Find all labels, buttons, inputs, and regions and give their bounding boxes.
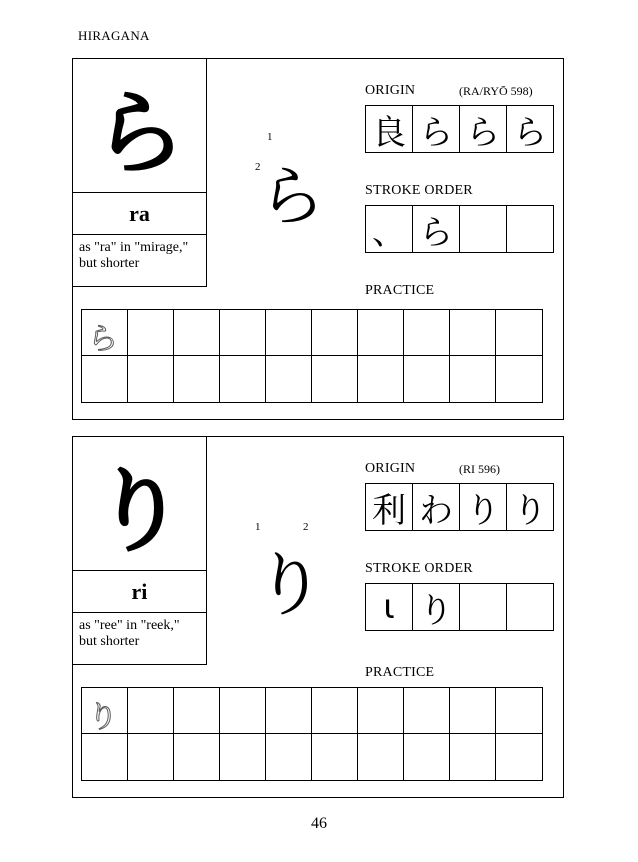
origin-cell: ら xyxy=(413,106,460,152)
practice-cell[interactable] xyxy=(404,688,450,734)
stroke-cell: 、 xyxy=(366,206,413,252)
practice-cell[interactable] xyxy=(496,310,542,356)
stroke-number-2: 2 xyxy=(303,521,309,533)
practice-cell[interactable] xyxy=(450,310,496,356)
practice-cell[interactable] xyxy=(174,734,220,780)
pron-line-1: as "ra" in "mirage," xyxy=(79,240,189,255)
guide-kana: ら xyxy=(259,158,325,235)
pron-line-2: but shorter xyxy=(79,256,140,271)
practice-cell[interactable] xyxy=(358,356,404,402)
large-kana: り xyxy=(73,437,207,571)
large-kana: ら xyxy=(73,59,207,193)
stroke-order-grid xyxy=(365,583,554,631)
practice-grid[interactable] xyxy=(81,309,543,403)
practice-cell[interactable] xyxy=(266,688,312,734)
page-header: HIRAGANA xyxy=(78,28,150,43)
practice-cell[interactable] xyxy=(312,310,358,356)
pronunciation-note xyxy=(73,613,207,665)
romaji-label: ra xyxy=(73,193,207,235)
stroke-guide xyxy=(243,121,323,241)
practice-cell[interactable] xyxy=(358,310,404,356)
stroke-cell xyxy=(507,206,553,252)
practice-cell[interactable] xyxy=(174,310,220,356)
practice-cell[interactable] xyxy=(312,734,358,780)
practice-cell[interactable] xyxy=(450,734,496,780)
practice-cell[interactable] xyxy=(82,356,128,402)
practice-cell[interactable] xyxy=(266,734,312,780)
stroke-cell xyxy=(460,206,507,252)
practice-cell[interactable] xyxy=(358,688,404,734)
stroke-cell: り xyxy=(413,584,460,630)
origin-source: (RI 596) xyxy=(459,462,500,476)
stroke-order-label: STROKE ORDER xyxy=(365,561,473,576)
kana-card-ri xyxy=(72,436,564,798)
pron-line-1: as "ree" in "reek," xyxy=(79,618,180,633)
practice-cell[interactable] xyxy=(220,310,266,356)
trace-kana: ら xyxy=(88,322,118,357)
practice-cell[interactable] xyxy=(220,734,266,780)
practice-label: PRACTICE xyxy=(365,283,435,298)
guide-kana: り xyxy=(255,544,325,626)
origin-grid xyxy=(365,483,554,531)
pron-line-2: but shorter xyxy=(79,634,140,649)
practice-cell[interactable] xyxy=(128,734,174,780)
origin-cell: り xyxy=(513,490,547,531)
origin-cell: ら xyxy=(513,112,547,153)
practice-cell[interactable] xyxy=(174,688,220,734)
practice-grid[interactable] xyxy=(81,687,543,781)
origin-cell: り xyxy=(460,484,507,530)
origin-cell: ら xyxy=(460,106,507,152)
practice-cell[interactable] xyxy=(82,688,128,734)
practice-label: PRACTICE xyxy=(365,665,435,680)
practice-cell[interactable] xyxy=(312,356,358,402)
stroke-number-1: 1 xyxy=(255,521,261,533)
romaji-label: ri xyxy=(73,571,207,613)
practice-cell[interactable] xyxy=(220,688,266,734)
pronunciation-note xyxy=(73,235,207,287)
practice-cell[interactable] xyxy=(450,356,496,402)
origin-cell: わ xyxy=(413,484,460,530)
practice-cell[interactable] xyxy=(404,356,450,402)
origin-cell: 良 xyxy=(366,106,413,152)
origin-grid xyxy=(365,105,554,153)
origin-label: ORIGIN xyxy=(365,83,416,98)
practice-cell[interactable] xyxy=(404,310,450,356)
trace-kana: り xyxy=(88,700,118,735)
practice-cell[interactable] xyxy=(82,734,128,780)
practice-cell[interactable] xyxy=(496,356,542,402)
stroke-number-2: 2 xyxy=(255,161,261,173)
kana-card-ra xyxy=(72,58,564,420)
practice-cell[interactable] xyxy=(128,310,174,356)
stroke-cell: ι xyxy=(366,584,413,630)
stroke-guide xyxy=(243,499,325,626)
practice-cell[interactable] xyxy=(358,734,404,780)
practice-cell[interactable] xyxy=(312,688,358,734)
practice-cell[interactable] xyxy=(128,688,174,734)
origin-label: ORIGIN xyxy=(365,461,416,476)
practice-cell[interactable] xyxy=(266,356,312,402)
page-number: 46 xyxy=(311,815,327,832)
practice-cell[interactable] xyxy=(128,356,174,402)
practice-cell[interactable] xyxy=(220,356,266,402)
practice-cell[interactable] xyxy=(496,734,542,780)
practice-cell[interactable] xyxy=(496,688,542,734)
origin-cell: 利 xyxy=(366,484,413,530)
stroke-cell xyxy=(507,584,553,630)
practice-cell[interactable] xyxy=(266,310,312,356)
stroke-cell xyxy=(460,584,507,630)
stroke-cell: ら xyxy=(413,206,460,252)
practice-cell[interactable] xyxy=(174,356,220,402)
origin-source: (RA/RYŌ 598) xyxy=(459,84,533,98)
stroke-order-grid xyxy=(365,205,554,253)
practice-cell[interactable] xyxy=(404,734,450,780)
stroke-order-label: STROKE ORDER xyxy=(365,183,473,198)
practice-cell[interactable] xyxy=(82,310,128,356)
stroke-number-1: 1 xyxy=(267,131,273,143)
practice-cell[interactable] xyxy=(450,688,496,734)
